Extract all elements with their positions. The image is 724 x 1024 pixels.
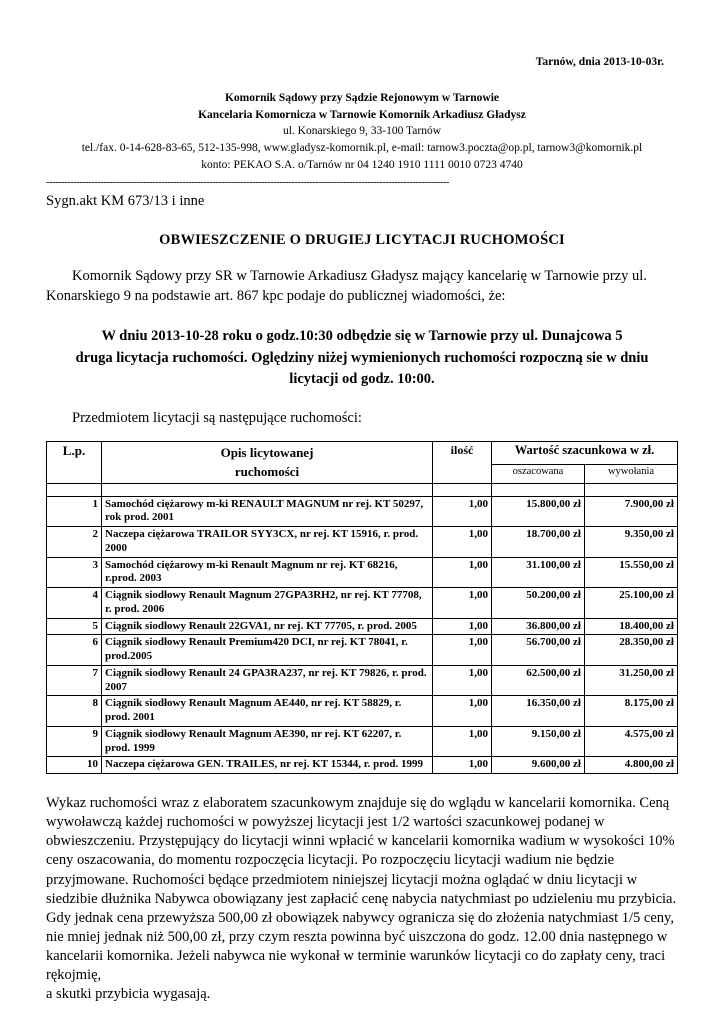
page-title: OBWIESZCZENIE O DRUGIEJ LICYTACJI RUCHOMOŚCI [159, 232, 565, 249]
cell-estimated-value: 18.700,00 zł [492, 527, 585, 558]
cell-quantity: 1,00 [433, 635, 492, 666]
cell-lp: 8 [47, 696, 102, 727]
table-row [47, 496, 678, 527]
cell-estimated-value: 56.700,00 zł [492, 635, 585, 666]
table-header-row-1 [47, 441, 678, 465]
header-lp: L.p. [47, 441, 102, 483]
table-row [47, 635, 678, 666]
table-row [47, 618, 678, 635]
header-value-group: Wartość szacunkowa w zł. [492, 441, 678, 465]
cell-estimated-value: 16.350,00 zł [492, 696, 585, 727]
items-table-body [47, 483, 678, 774]
office-header [46, 90, 678, 173]
cell-description: Ciągnik siodłowy Renault Magnum AE390, nr rej. KT 62207, r. prod. 1999 [102, 726, 433, 757]
office-header-line-2: Kancelaria Komornicza w Tarnowie Komornik Arkadiusz Gładysz [198, 108, 526, 121]
cell-quantity: 1,00 [433, 757, 492, 774]
header-divider: ------------------------------------------------------------------------------------------------------------------------------------- [46, 177, 450, 189]
announcement-line-1: W dniu 2013-10-28 roku o godz.10:30 odbędzie się w Tarnowie przy ul. Dunajcowa 5 [101, 328, 623, 345]
cell-description: Naczepa ciężarowa GEN. TRAILES, nr rej. KT 15344, r. prod. 1999 [102, 757, 433, 774]
table-row [47, 665, 678, 696]
cell-opening-value: 4.800,00 zł [585, 757, 678, 774]
spacer-cell-qty [433, 483, 492, 496]
table-spacer-row [47, 483, 678, 496]
table-row [47, 757, 678, 774]
cell-lp: 6 [47, 635, 102, 666]
announcement-line-3: licytacji od godz. 10:00. [289, 370, 435, 387]
cell-lp: 10 [47, 757, 102, 774]
cell-estimated-value: 50.200,00 zł [492, 588, 585, 619]
office-header-line-1: Komornik Sądowy przy Sądzie Rejonowym w Tarnowie [224, 92, 500, 104]
cell-quantity: 1,00 [433, 696, 492, 727]
cell-opening-value: 31.250,00 zł [585, 665, 678, 696]
cell-opening-value: 25.100,00 zł [585, 588, 678, 619]
cell-opening-value: 18.400,00 zł [585, 618, 678, 635]
spacer-cell-desc [102, 483, 433, 496]
cell-description: Ciągnik siodłowy Renault 24 GPA3RA237, nr rej. KT 79826, r. prod. 2007 [102, 665, 433, 696]
header-value-opening: wywołania [585, 465, 678, 483]
cell-description: Ciągnik siodłowy Renault Magnum AE440, nr rej. KT 58829, r. prod. 2001 [102, 696, 433, 727]
cell-quantity: 1,00 [433, 527, 492, 558]
cell-quantity: 1,00 [433, 496, 492, 527]
subject-line [46, 410, 678, 427]
cell-description: Samochód ciężarowy m-ki Renault Magnum nr rej. KT 68216, r.prod. 2003 [102, 557, 433, 588]
cell-quantity: 1,00 [433, 588, 492, 619]
cell-description: Samochód ciężarowy m-ki RENAULT MAGNUM nr rej. KT 50297, rok prod. 2001 [102, 496, 433, 527]
cell-description: Naczepa ciężarowa TRAILOR SYY3CX, nr rej. KT 15916, r. prod. 2000 [102, 527, 433, 558]
cell-quantity: 1,00 [433, 557, 492, 588]
cell-opening-value: 9.350,00 zł [585, 527, 678, 558]
intro-paragraph [46, 267, 678, 306]
cell-lp: 7 [47, 665, 102, 696]
cell-opening-value: 4.575,00 zł [585, 726, 678, 757]
items-table [46, 441, 678, 775]
table-row [47, 696, 678, 727]
cell-description: Ciągnik siodłowy Renault Premium420 DCI, nr rej. KT 78041, r. prod.2005 [102, 635, 433, 666]
header-description-line-2: ruchomości [234, 464, 300, 480]
cell-lp: 9 [47, 726, 102, 757]
office-bank-account: konto: PEKAO S.A. o/Tarnów nr 04 1240 1910 1111 0010 0723 4740 [201, 158, 523, 171]
cell-opening-value: 28.350,00 zł [585, 635, 678, 666]
header-description-line-1: Opis licytowanej [220, 444, 314, 460]
spacer-cell-lp [47, 483, 102, 496]
cell-estimated-value: 9.150,00 zł [492, 726, 585, 757]
subject-text: Przedmiotem licytacji są następujące ruchomości: [72, 409, 362, 426]
announcement-block [46, 326, 678, 389]
cell-lp: 4 [47, 588, 102, 619]
closing-text: Wykaz ruchomości wraz z elaboratem szacunkowym znajduje się do wglądu w kancelarii komornika. Ceną wywoławczą każdej ruchomości w powyższej licytacji jest 1/2 wartości szacunkowej podanej w obwieszczeniu. Przystępujący do licytacji winni wpłacić w kancelarii komornika wadium w wysokości 10% ceny oszacowania, do momentu rozpoczęcia licytacji. Po rozpoczęciu licytacji wadium nie będzie przyjmowane. Ruchomości będące przedmiotem niniejszej licytacji można oglądać w dniu licytacji w siedzibie dłużnika Nabywca obowiązany jest zapłacić cenę nabycia natychmiast po udzieleniu mu przybicia. Gdy jednak cena przewyższa 500,00 zł obowiązek nabywcy ogranicza się do złożenia natychmiast 1/5 ceny, nie mniej jednak niż 500,00 zł, przy czym reszta powinna być uiszczona do godz. 12.00 dnia następnego w kancelarii komornika. Jeżeli nabywca nie wykonał w terminie warunków licytacji co do zapłaty ceny, traci rękojmię, [46, 795, 677, 984]
closing-paragraph [46, 794, 678, 1004]
cell-opening-value: 7.900,00 zł [585, 496, 678, 527]
cell-quantity: 1,00 [433, 726, 492, 757]
announcement-line-2: druga licytacja ruchomości. Oględziny niżej wymienionych ruchomości rozpoczną sie w dniu [75, 349, 649, 366]
header-quantity: ilość [433, 441, 492, 483]
spacer-cell-open [585, 483, 678, 496]
cell-estimated-value: 15.800,00 zł [492, 496, 585, 527]
table-row [47, 588, 678, 619]
document-date: Tarnów, dnia 2013-10-03r. [535, 56, 664, 68]
cell-lp: 2 [47, 527, 102, 558]
header-value-estimated: oszacowana [492, 465, 585, 483]
table-row [47, 557, 678, 588]
cell-description: Ciągnik siodłowy Renault 22GVA1, nr rej. KT 77705, r. prod. 2005 [102, 618, 433, 635]
spacer-cell-est [492, 483, 585, 496]
cell-estimated-value: 9.600,00 zł [492, 757, 585, 774]
cell-lp: 5 [47, 618, 102, 635]
cell-quantity: 1,00 [433, 618, 492, 635]
intro-text: Komornik Sądowy przy SR w Tarnowie Arkadiusz Gładysz mający kancelarię w Tarnowie przy ul. Konarskiego 9 na podstawie art. 867 kpc podaje do publicznej wiadomości, że: [46, 268, 647, 304]
cell-opening-value: 15.550,00 zł [585, 557, 678, 588]
cell-lp: 1 [47, 496, 102, 527]
header-description [102, 441, 433, 483]
office-contacts: tel./fax. 0-14-628-83-65, 512-135-998, www.gladysz-komornik.pl, e-mail: tarnow3.poczta@op.pl, tarnow3@komornik.pl [81, 142, 643, 155]
case-number: Sygn.akt KM 673/13 i inne [46, 193, 205, 210]
cell-lp: 3 [47, 557, 102, 588]
cell-estimated-value: 31.100,00 zł [492, 557, 585, 588]
cell-estimated-value: 36.800,00 zł [492, 618, 585, 635]
cell-estimated-value: 62.500,00 zł [492, 665, 585, 696]
table-row [47, 527, 678, 558]
cell-opening-value: 8.175,00 zł [585, 696, 678, 727]
table-row [47, 726, 678, 757]
cell-description: Ciągnik siodłowy Renault Magnum 27GPA3RH2, nr rej. KT 77708, r. prod. 2006 [102, 588, 433, 619]
closing-last-line: a skutki przybicia wygasają. [46, 986, 211, 1003]
items-table-head [47, 441, 678, 483]
office-address: ul. Konarskiego 9, 33-100 Tarnów [282, 125, 442, 138]
cell-quantity: 1,00 [433, 665, 492, 696]
